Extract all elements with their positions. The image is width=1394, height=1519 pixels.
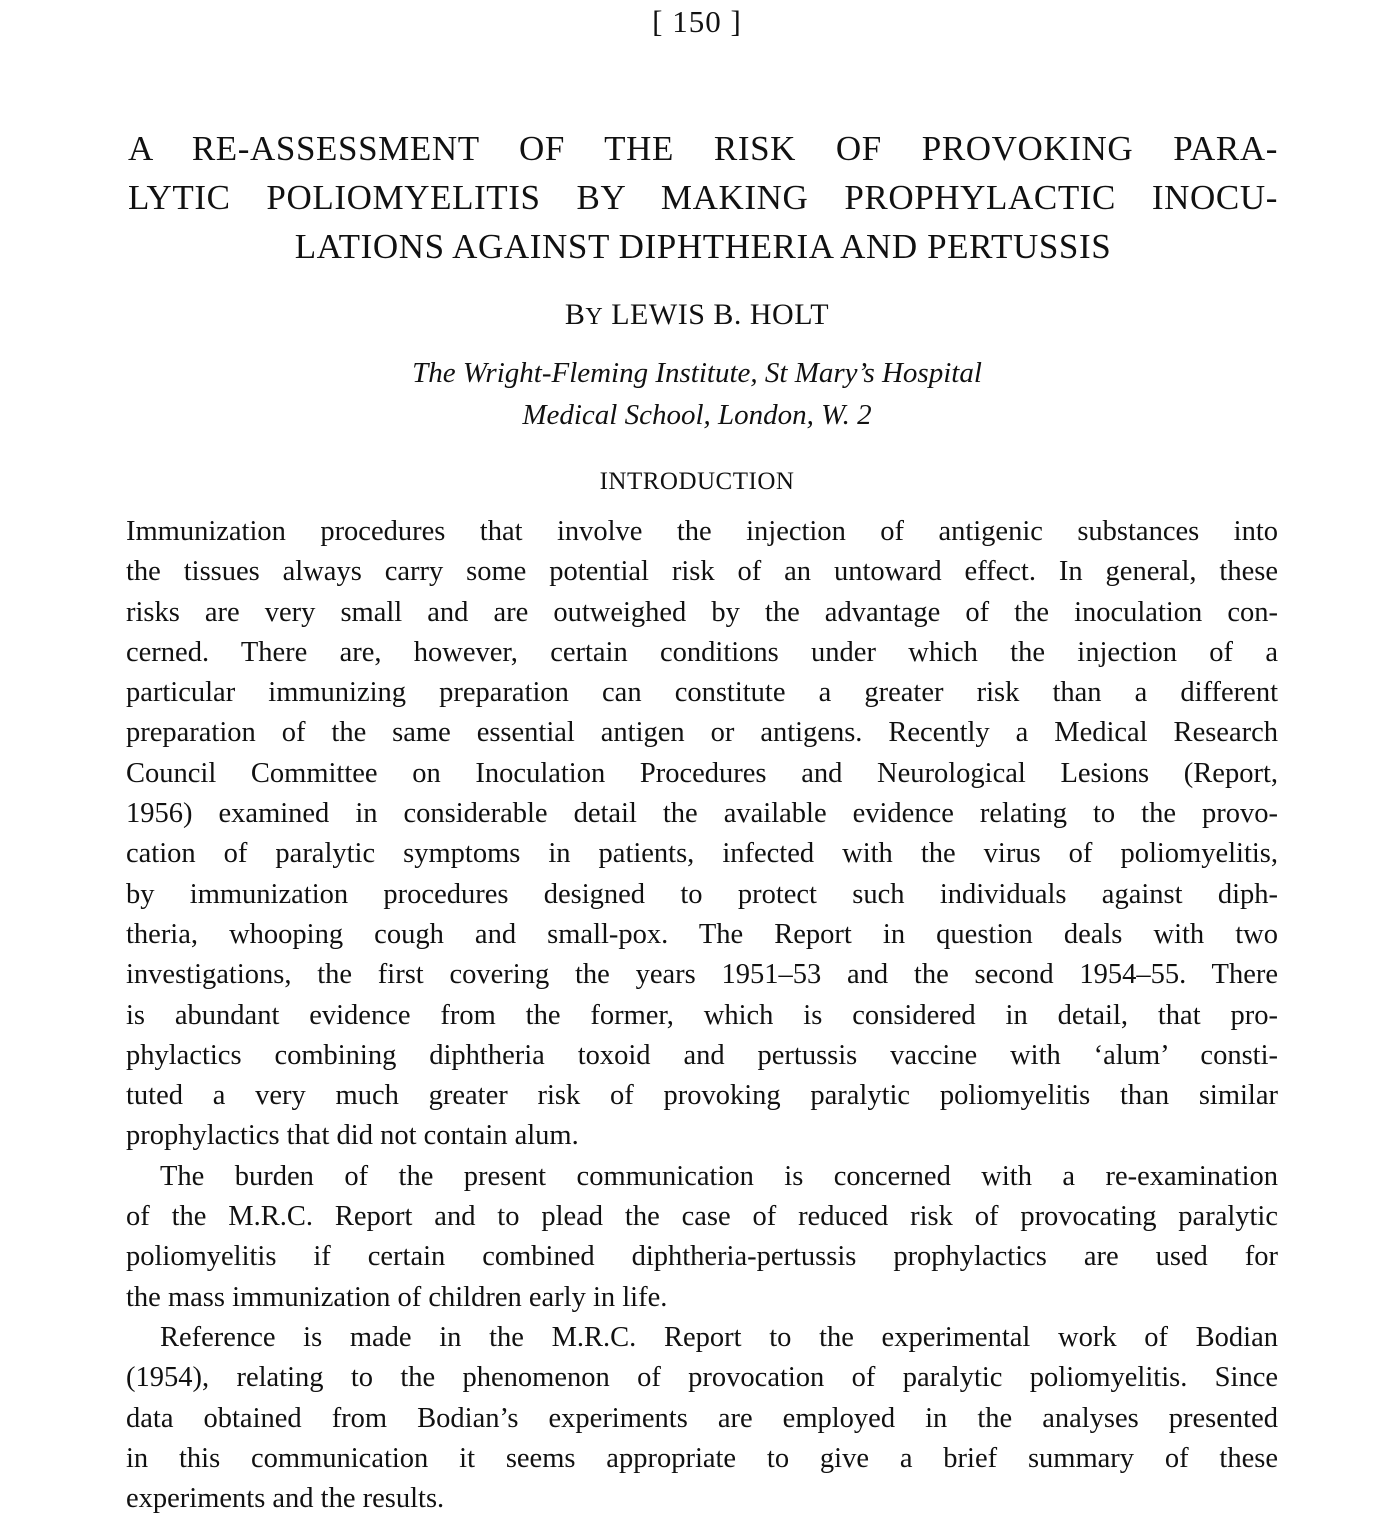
paragraph — [126, 1318, 1278, 1519]
byline-by-rest: Y — [585, 304, 604, 330]
text-line: theria, whooping cough and small-pox. The Report in question deals with two — [126, 918, 1278, 950]
text-line: particular immunizing preparation can constitute a greater risk than a different — [126, 677, 1278, 709]
paragraph — [126, 1157, 1278, 1318]
text-line: The burden of the present communication is concerned with a re-examination — [160, 1160, 1278, 1192]
text-line: prophylactics that did not contain alum. — [126, 1120, 579, 1152]
page-number: [ 150 ] — [652, 4, 742, 39]
text-line: preparation of the same essential antigen or antigens. Recently a Medical Research — [126, 717, 1278, 749]
text-line: by immunization procedures designed to protect such individuals against diph- — [126, 878, 1278, 910]
article-title — [128, 124, 1278, 271]
text-line: poliomyelitis if certain combined diphtheria-pertussis prophylactics are used for — [126, 1241, 1278, 1273]
text-line: data obtained from Bodian’s experiments are employed in the analyses presented — [126, 1402, 1278, 1434]
title-line-3: LATIONS AGAINST DIPHTHERIA AND PERTUSSIS — [294, 227, 1112, 266]
text-line: experiments and the results. — [126, 1483, 445, 1515]
text-line: the tissues always carry some potential risk of an untoward effect. In general, these — [126, 556, 1278, 588]
text-line: (1954), relating to the phenomenon of provocation of paralytic poliomyelitis. Since — [126, 1362, 1278, 1394]
text-line: Council Committee on Inoculation Procedures and Neurological Lesions (Report, — [126, 757, 1278, 789]
text-line: of the M.R.C. Report and to plead the case of reduced risk of provocating paralytic — [126, 1201, 1278, 1233]
text-line: is abundant evidence from the former, which is considered in detail, that pro- — [126, 999, 1278, 1031]
text-line: Immunization procedures that involve the injection of antigenic substances into — [126, 516, 1278, 547]
text-line: investigations, the first covering the years 1951–53 and the second 1954–55. There — [126, 959, 1278, 991]
text-line: tuted a very much greater risk of provoking paralytic poliomyelitis than similar — [126, 1080, 1278, 1112]
text-line: 1956) examined in considerable detail the available evidence relating to the provo- — [126, 798, 1278, 830]
text-line: risks are very small and are outweighed by the advantage of the inoculation con- — [126, 596, 1278, 628]
title-line-2: LYTIC POLIOMYELITIS BY MAKING PROPHYLACTIC INOCU- — [128, 178, 1278, 217]
text-line: the mass immunization of children early in life. — [126, 1281, 668, 1313]
text-line: in this communication it seems appropriate to give a brief summary of these — [126, 1442, 1278, 1474]
byline — [0, 298, 1394, 332]
text-line: cerned. There are, however, certain conditions under which the injection of a — [126, 636, 1278, 668]
affiliation — [0, 352, 1394, 436]
text-line: phylactics combining diphtheria toxoid and pertussis vaccine with ‘alum’ consti- — [126, 1039, 1278, 1071]
text-line: cation of paralytic symptoms in patients, infected with the virus of poliomyelitis, — [126, 838, 1278, 870]
body-text — [126, 512, 1278, 1519]
affiliation-line-1: The Wright-Fleming Institute, St Mary’s Hospital — [412, 357, 982, 389]
title-line-1: A RE-ASSESSMENT OF THE RISK OF PROVOKING PARA- — [128, 129, 1278, 168]
affiliation-line-2: Medical School, London, W. 2 — [522, 399, 872, 431]
byline-by-initial: B — [564, 298, 586, 331]
paragraph — [126, 512, 1278, 1157]
section-heading: INTRODUCTION — [599, 468, 795, 495]
text-line: Reference is made in the M.R.C. Report to the experimental work of Bodian — [160, 1321, 1278, 1353]
author-name: LEWIS B. HOLT — [611, 298, 830, 331]
